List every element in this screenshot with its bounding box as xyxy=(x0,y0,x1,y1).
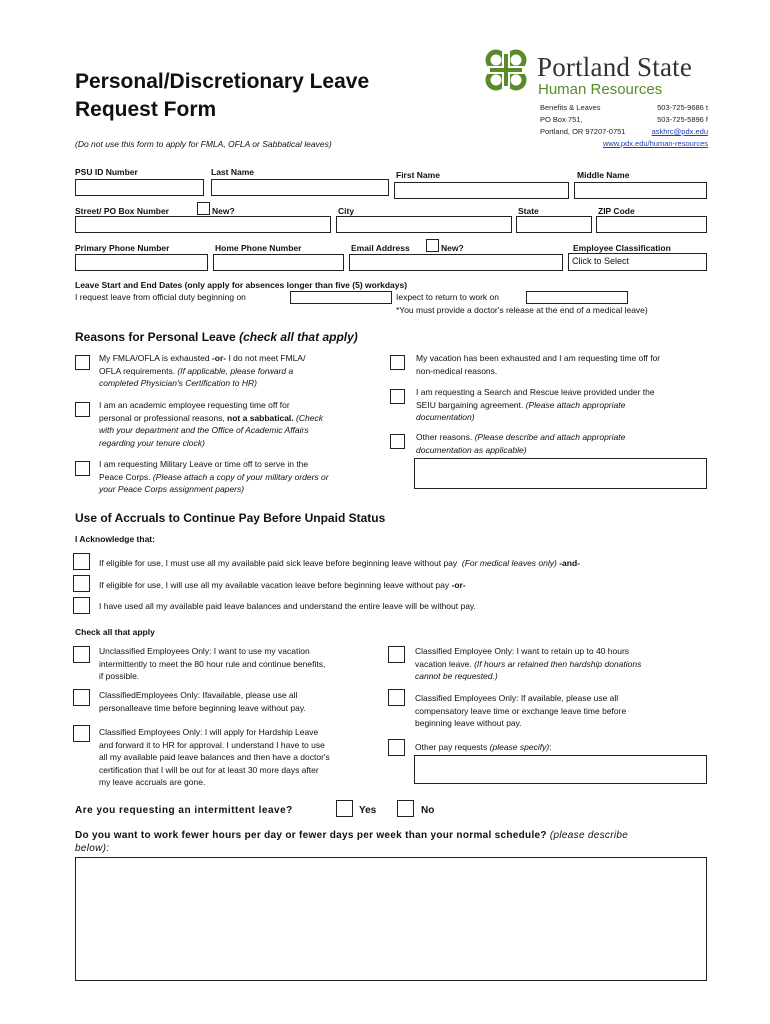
address-new-label: New? xyxy=(212,206,235,216)
form-subtitle: (Do not use this form to apply for FMLA, OFLA or Sabbatical leaves) xyxy=(75,139,332,149)
reason-search-rescue-text: I am requesting a Search and Rescue leave provided under the SEIU bargaining agreement. (Please attach appropriate documentation) xyxy=(416,387,655,422)
reason-search-rescue-checkbox[interactable] xyxy=(390,389,405,404)
form-title xyxy=(75,68,369,124)
state-label: State xyxy=(518,206,539,216)
classified-hardship-checkbox[interactable] xyxy=(73,725,90,742)
psu-id-input[interactable] xyxy=(75,179,204,196)
email-new-checkbox[interactable] xyxy=(426,239,439,252)
leave-begin-label: I request leave from official duty beginning on xyxy=(75,292,246,302)
last-name-input[interactable] xyxy=(211,179,389,196)
leave-begin-input[interactable] xyxy=(290,291,392,304)
classified-retain-vacation-text: Classified Employee Only: I want to retain up to 40 hours vacation leave. (If hours ar retained then hardship donations cannot be requested.) xyxy=(415,646,642,681)
ack-vacation-text: If eligible for use, I will use all my available vacation leave before beginning leave without pay -or- xyxy=(99,580,466,590)
classified-personal-leave-text: ClassifiedEmployees Only: Ifavailable, please use all personalleave time before beginning leave without pay. xyxy=(99,690,306,713)
contact-left xyxy=(540,102,625,138)
form-title-line2: Request Form xyxy=(75,98,217,121)
home-phone-label: Home Phone Number xyxy=(215,243,302,253)
check-all-label: Check all that apply xyxy=(75,627,155,637)
contact-city: Portland, OR 97207-0751 xyxy=(540,127,626,136)
schedule-question: Do you want to work fewer hours per day or fewer days per week than your normal schedule? (please describe below): xyxy=(75,830,629,854)
intermittent-yes-checkbox[interactable] xyxy=(336,800,353,817)
dates-heading: Leave Start and End Dates (only apply for absences longer than five (5) workdays) xyxy=(75,280,408,290)
contact-right xyxy=(640,102,708,138)
other-reasons-textarea[interactable] xyxy=(414,458,707,489)
intermittent-question: Are you requesting an intermittent leave? xyxy=(75,805,293,816)
schedule-description-textarea[interactable] xyxy=(75,857,707,981)
classified-personal-leave-checkbox[interactable] xyxy=(73,689,90,706)
primary-phone-input[interactable] xyxy=(75,254,208,271)
reason-other-checkbox[interactable] xyxy=(390,434,405,449)
psu-logo-icon xyxy=(482,46,530,94)
reasons-heading: Reasons for Personal Leave (check all that apply) xyxy=(75,330,358,344)
reason-fmla-checkbox[interactable] xyxy=(75,355,90,370)
contact-fax: 503-725-5896 f xyxy=(657,115,708,124)
ack-unpaid-text: I have used all my available paid leave balances and understand the entire leave will be without pay. xyxy=(99,601,476,611)
intermittent-no-checkbox[interactable] xyxy=(397,800,414,817)
contact-po: PO Box 751, xyxy=(540,115,583,124)
other-pay-textarea[interactable] xyxy=(414,755,707,784)
street-input[interactable] xyxy=(75,216,331,233)
return-input[interactable] xyxy=(526,291,628,304)
primary-phone-label: Primary Phone Number xyxy=(75,243,170,253)
classified-hardship-text: Classified Employees Only: I will apply for Hardship Leave and forward it to HR for approval. I understand I have to use all my available paid leave balances and then have a doctor's certification that I will be out for at least 30 more days after my leave accruals are gone. xyxy=(99,727,330,787)
contact-dept: Benefits & Leaves xyxy=(540,103,601,112)
city-input[interactable] xyxy=(336,216,512,233)
reason-military-checkbox[interactable] xyxy=(75,461,90,476)
email-input[interactable] xyxy=(349,254,563,271)
reason-fmla-text: My FMLA/OFLA is exhausted -or- I do not meet FMLA/ OFLA requirements. (If applicable, please forward a completed Physician's Certification to HR) xyxy=(99,353,306,388)
classification-select[interactable]: Click to Select xyxy=(568,253,707,271)
first-name-input[interactable] xyxy=(394,182,569,199)
logo-subtitle: Human Resources xyxy=(538,81,663,98)
home-phone-input[interactable] xyxy=(213,254,344,271)
intermittent-yes-label: Yes xyxy=(359,805,377,816)
other-pay-text: Other pay requests (please specify): xyxy=(415,742,552,752)
accruals-heading: Use of Accruals to Continue Pay Before Unpaid Status xyxy=(75,511,386,525)
state-input[interactable] xyxy=(516,216,592,233)
contact-phone: 503-725-9686 t xyxy=(657,103,708,112)
classified-compensatory-text: Classified Employees Only: If available, please use all compensatory leave time or exchange leave time before beginning leave without pay. xyxy=(415,693,627,728)
return-label: Iexpect to return to work on xyxy=(396,292,499,302)
first-name-label: First Name xyxy=(396,170,440,180)
classified-compensatory-checkbox[interactable] xyxy=(388,689,405,706)
unclassified-vacation-checkbox[interactable] xyxy=(73,646,90,663)
ack-unpaid-checkbox[interactable] xyxy=(73,597,90,614)
city-label: City xyxy=(338,206,355,216)
doctor-release-note: *You must provide a doctor's release at the end of a medical leave) xyxy=(396,305,648,315)
other-pay-checkbox[interactable] xyxy=(388,739,405,756)
last-name-label: Last Name xyxy=(211,167,254,177)
unclassified-vacation-text: Unclassified Employees Only: I want to use my vacation intermittently to meet the 80 hour rule and continue benefits, if possible. xyxy=(99,646,326,681)
logo-name: Portland State xyxy=(537,52,693,82)
ack-sick-leave-checkbox[interactable] xyxy=(73,553,90,570)
middle-name-input[interactable] xyxy=(574,182,707,199)
reason-vacation-exhausted-checkbox[interactable] xyxy=(390,355,405,370)
email-new-label: New? xyxy=(441,243,464,253)
acknowledge-label: I Acknowledge that: xyxy=(75,534,155,544)
ack-vacation-checkbox[interactable] xyxy=(73,575,90,592)
form-title-line1: Personal/Discretionary Leave xyxy=(75,70,370,93)
reason-vacation-exhausted-text: My vacation has been exhausted and I am requesting time off for non-medical reasons. xyxy=(416,353,661,376)
ack-sick-leave-text: If eligible for use, I must use all my available paid sick leave before beginning leave without pay (For medical leaves only) -and- xyxy=(99,558,580,568)
psu-id-label: PSU ID Number xyxy=(75,167,138,177)
address-new-checkbox[interactable] xyxy=(197,202,210,215)
email-label: Email Address xyxy=(351,243,410,253)
classified-retain-vacation-checkbox[interactable] xyxy=(388,646,405,663)
intermittent-no-label: No xyxy=(421,805,435,816)
zip-input[interactable] xyxy=(596,216,707,233)
street-label: Street/ PO Box Number xyxy=(75,206,169,216)
reason-academic-text: I am an academic employee requesting time off for personal or professional reasons, not a sabbatical. (Check with your department and the Office of Academic Affairs regarding your tenure clock) xyxy=(99,400,323,448)
contact-web-link[interactable]: www.pdx.edu/human-resources xyxy=(602,139,708,148)
middle-name-label: Middle Name xyxy=(577,170,630,180)
reason-academic-checkbox[interactable] xyxy=(75,402,90,417)
zip-label: ZIP Code xyxy=(598,206,635,216)
reason-military-text: I am requesting Military Leave or time off to serve in the Peace Corps. (Please attach a copy of your military orders or your Peace Corps assignment papers) xyxy=(99,459,329,494)
classification-label: Employee Classification xyxy=(573,243,671,253)
reason-other-text: Other reasons. (Please describe and attach appropriate documentation as applicable) xyxy=(416,432,626,455)
contact-email-link[interactable]: askhrc@pdx.edu xyxy=(651,127,708,136)
